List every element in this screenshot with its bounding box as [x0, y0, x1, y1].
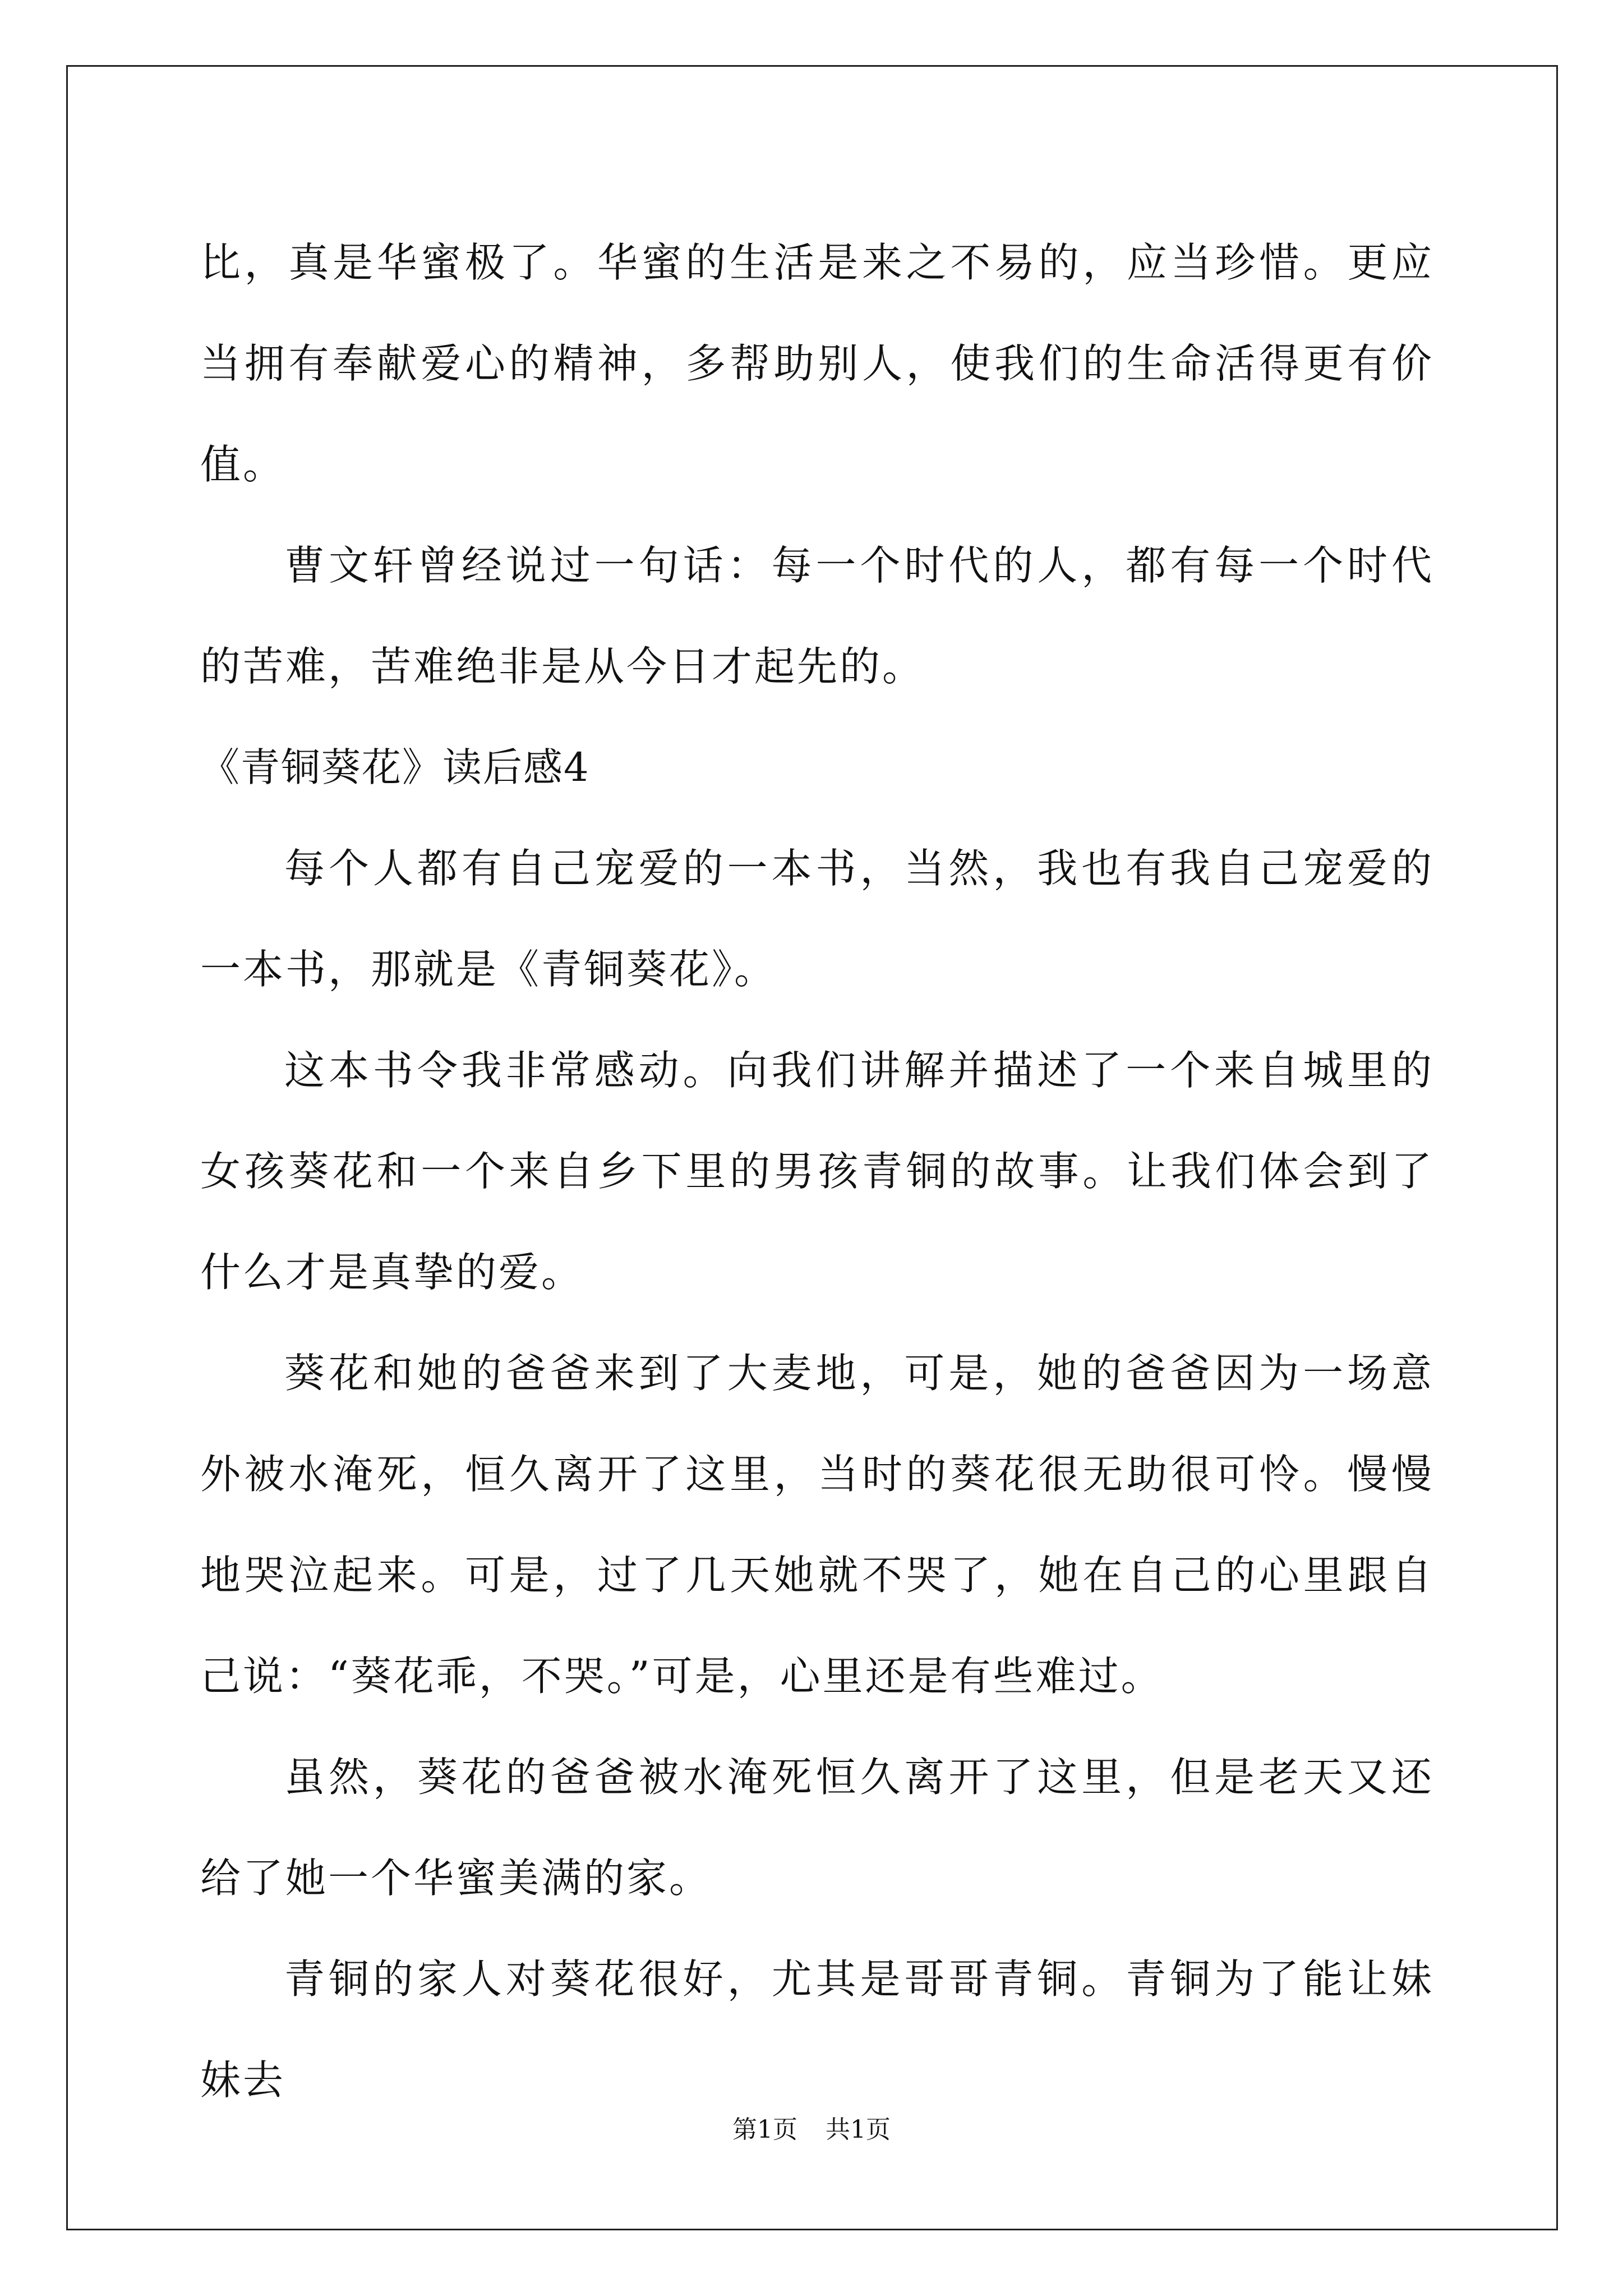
- paragraph: 每个人都有自己宠爱的一本书，当然，我也有我自己宠爱的一本书，那就是《青铜葵花》。: [200, 845, 1434, 993]
- paragraph: 这本书令我非常感动。向我们讲解并描述了一个来自城里的女孩葵花和一个来自乡下里的男孩青铜的故事。让我们体会到了什么才是真挚的爱。: [200, 1047, 1434, 1296]
- paragraph: 虽然，葵花的爸爸被水淹死恒久离开了这里，但是老天又还给了她一个华蜜美满的家。: [200, 1754, 1434, 1902]
- paragraph: 葵花和她的爸爸来到了大麦地，可是，她的爸爸因为一场意外被水淹死，恒久离开了这里，当时的葵花很无助很可怜。慢慢地哭泣起来。可是，过了几天她就不哭了，她在自己的心里跟自己说：“葵花乖，不哭。”可是，心里还是有些难过。: [200, 1350, 1434, 1700]
- page-total: 共1页: [826, 2115, 891, 2144]
- page-footer: [0, 2109, 1623, 2145]
- paragraph: 青铜的家人对葵花很好，尤其是哥哥青铜。青铜为了能让妹妹去: [200, 1955, 1434, 2104]
- section-heading: 《青铜葵花》读后感4: [200, 744, 590, 790]
- page-number: 第1页: [732, 2115, 797, 2144]
- paragraph: 曹文轩曾经说过一句话：每一个时代的人，都有每一个时代的苦难，苦难绝非是从今日才起先的。: [200, 542, 1434, 690]
- paragraph: 比，真是华蜜极了。华蜜的生活是来之不易的，应当珍惜。更应当拥有奉献爱心的精神，多帮助别人，使我们的生命活得更有价值。: [200, 239, 1434, 488]
- document-body: [200, 212, 1434, 2131]
